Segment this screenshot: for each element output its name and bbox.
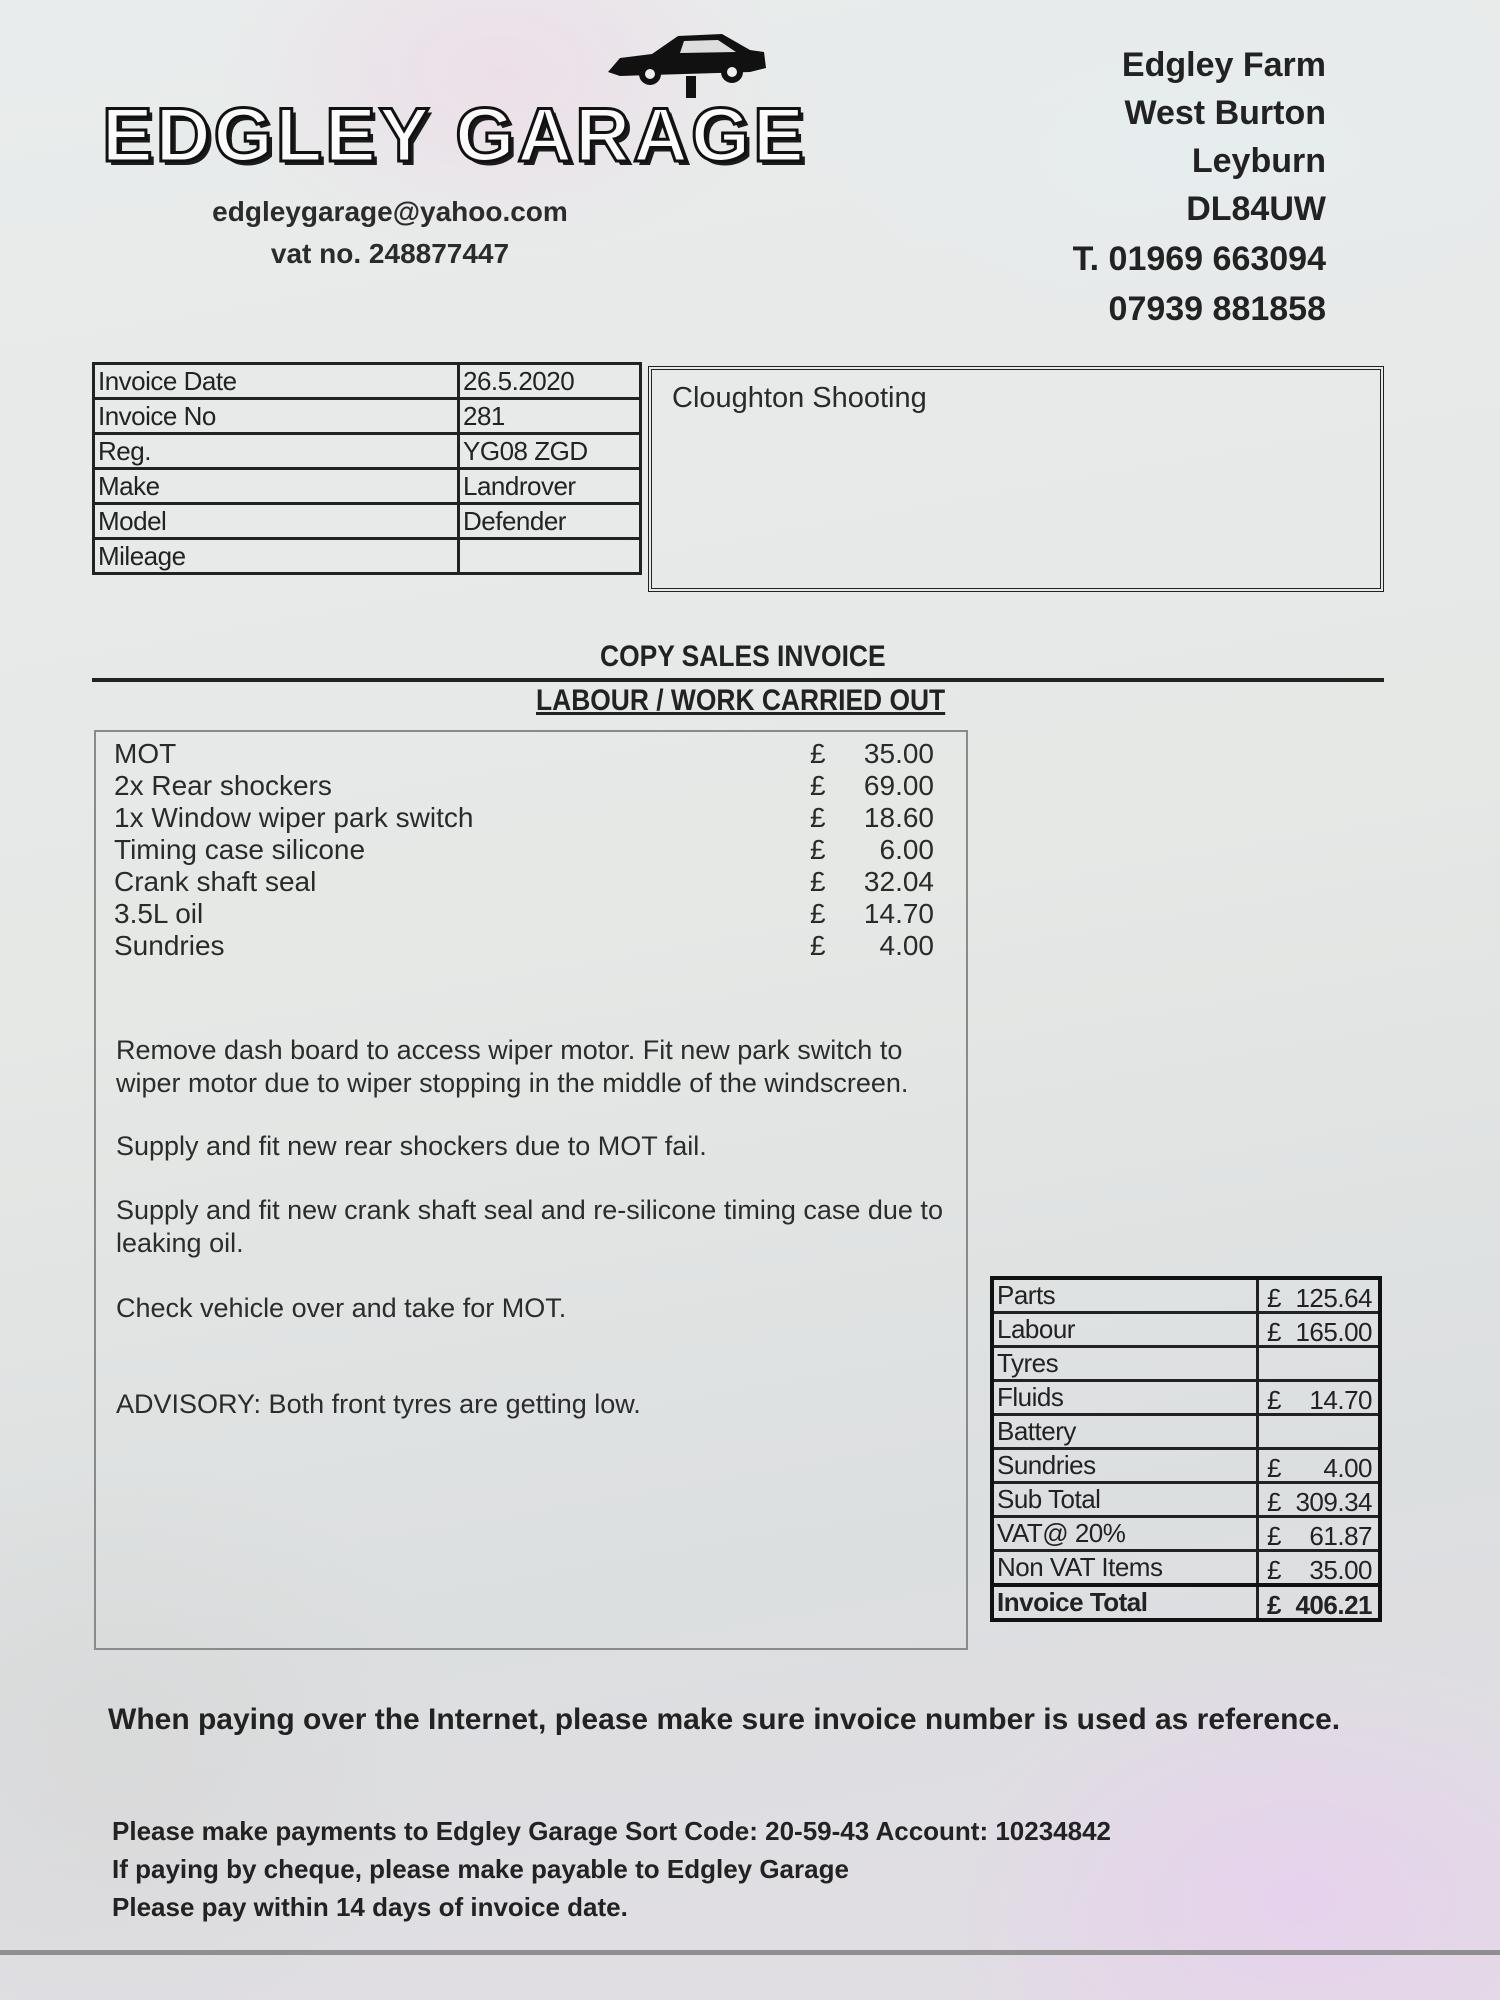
totals-row (992, 1517, 1380, 1551)
work-note: Check vehicle over and take for MOT. (116, 1293, 567, 1323)
line-item-amount: 14.70 (863, 898, 934, 929)
line-item (114, 834, 934, 866)
line-item (114, 898, 934, 930)
currency-symbol: £ (1267, 1453, 1281, 1483)
currency-symbol: £ (1267, 1590, 1281, 1620)
totals-label: Battery (992, 1415, 1258, 1449)
line-item-amount: 18.60 (863, 802, 934, 833)
details-label: Make (94, 469, 459, 504)
currency-symbol: £ (810, 866, 826, 897)
currency-symbol: £ (1267, 1487, 1281, 1517)
address-line: Edgley Farm (1121, 46, 1326, 84)
details-row (94, 539, 641, 574)
internet-payment-note: When paying over the Internet, please make sure invoice number is used as reference. (108, 1703, 1341, 1736)
totals-value-cell (1258, 1551, 1381, 1586)
line-item-amount: 6.00 (879, 834, 934, 865)
totals-label: VAT@ 20% (992, 1517, 1258, 1551)
details-label: Reg. (94, 434, 459, 469)
totals-label: Fluids (992, 1381, 1258, 1415)
line-item-amount: 32.04 (863, 866, 934, 897)
currency-symbol: £ (810, 898, 826, 929)
currency-symbol: £ (810, 930, 826, 961)
car-logo-icon (600, 28, 770, 98)
totals-label: Sundries (992, 1449, 1258, 1483)
copy-invoice-title: COPY SALES INVOICE (600, 640, 886, 673)
invoice-total-value: 406.21 (1295, 1590, 1372, 1620)
vat-number: vat no. 248877447 (270, 238, 510, 269)
payment-info-line: Please make payments to Edgley Garage Sort Code: 20-59-43 Account: 10234842 (112, 1816, 1112, 1846)
currency-symbol: £ (1267, 1385, 1281, 1415)
line-item-amount: 35.00 (863, 738, 934, 769)
line-item-desc: Timing case silicone (114, 834, 366, 865)
details-label: Model (94, 504, 459, 539)
currency-symbol: £ (810, 770, 826, 801)
phone-number: T. 01969 663094 (1072, 240, 1326, 278)
line-items-list (114, 738, 934, 962)
line-item (114, 802, 934, 834)
line-item-amount: 4.00 (879, 930, 934, 961)
totals-label: Non VAT Items (992, 1551, 1258, 1586)
totals-value: 14.70 (1309, 1385, 1372, 1415)
work-carried-out-box (94, 730, 968, 1650)
line-item (114, 866, 934, 898)
labour-title: LABOUR / WORK CARRIED OUT (536, 684, 946, 717)
totals-value-cell (1258, 1585, 1381, 1620)
details-label: Invoice Date (94, 364, 459, 399)
divider (92, 678, 1384, 682)
currency-symbol: £ (810, 802, 826, 833)
payment-info-line: If paying by cheque, please make payable to Edgley Garage (112, 1854, 849, 1884)
totals-row (992, 1483, 1380, 1517)
line-item (114, 738, 934, 770)
line-item-desc: 1x Window wiper park switch (114, 802, 474, 833)
totals-label: Tyres (992, 1347, 1258, 1381)
totals-value: 35.00 (1309, 1555, 1372, 1585)
line-item-amount: 69.00 (863, 770, 934, 801)
vehicle-details-table (92, 362, 642, 575)
currency-symbol: £ (1267, 1521, 1281, 1551)
totals-row (992, 1278, 1380, 1313)
totals-value-cell (1258, 1347, 1381, 1381)
payment-info-line: Please pay within 14 days of invoice date. (112, 1892, 628, 1922)
totals-value: 4.00 (1323, 1453, 1372, 1483)
details-value (459, 539, 641, 574)
currency-symbol: £ (1267, 1555, 1281, 1585)
details-row (94, 504, 641, 539)
currency-symbol: £ (1267, 1317, 1281, 1347)
totals-value: 165.00 (1295, 1317, 1372, 1347)
advisory-note: ADVISORY: Both front tyres are getting low. (116, 1389, 641, 1419)
details-value: 281 (459, 399, 641, 434)
line-item-desc: 3.5L oil (114, 898, 204, 929)
totals-value-cell (1258, 1278, 1381, 1313)
details-label: Mileage (94, 539, 459, 574)
address-line: West Burton (1124, 94, 1326, 132)
work-note: Remove dash board to access wiper motor. Fit new park switch to wiper motor due to wiper stopping in the middle of the windscreen. (116, 1035, 909, 1098)
details-row (94, 434, 641, 469)
address-line: Leyburn (1191, 142, 1326, 180)
currency-symbol: £ (810, 738, 826, 769)
currency-symbol: £ (1267, 1283, 1281, 1313)
totals-row (992, 1313, 1380, 1347)
bottom-divider (0, 1950, 1500, 1955)
totals-table (990, 1276, 1382, 1622)
details-row (94, 399, 641, 434)
totals-value-cell (1258, 1415, 1381, 1449)
garage-email: edgleygarage@yahoo.com (212, 196, 568, 227)
totals-value: 309.34 (1295, 1487, 1372, 1517)
totals-row (992, 1551, 1380, 1586)
currency-symbol: £ (810, 834, 826, 865)
details-row (94, 469, 641, 504)
line-item (114, 770, 934, 802)
customer-name: Cloughton Shooting (672, 382, 927, 414)
customer-box (648, 366, 1384, 592)
address-postcode: DL84UW (1186, 190, 1326, 228)
work-note: Supply and fit new rear shockers due to MOT fail. (116, 1131, 707, 1161)
totals-row (992, 1449, 1380, 1483)
totals-value-cell (1258, 1517, 1381, 1551)
totals-value-cell (1258, 1483, 1381, 1517)
details-label: Invoice No (94, 399, 459, 434)
totals-row (992, 1415, 1380, 1449)
totals-row (992, 1347, 1380, 1381)
details-value: 26.5.2020 (459, 364, 641, 399)
details-row (94, 364, 641, 399)
line-item (114, 930, 934, 962)
line-item-desc: MOT (114, 738, 177, 769)
totals-label: Invoice Total (992, 1585, 1258, 1620)
line-item-desc: 2x Rear shockers (114, 770, 332, 801)
totals-row (992, 1381, 1380, 1415)
totals-value-cell (1258, 1449, 1381, 1483)
mobile-number: 07939 881858 (1108, 290, 1326, 328)
totals-label: Sub Total (992, 1483, 1258, 1517)
totals-value-cell (1258, 1313, 1381, 1347)
details-value: YG08 ZGD (459, 434, 641, 469)
totals-value: 61.87 (1309, 1521, 1372, 1551)
totals-value-cell (1258, 1381, 1381, 1415)
line-item-desc: Crank shaft seal (114, 866, 317, 897)
work-note: Supply and fit new crank shaft seal and re-silicone timing case due to leaking oil. (116, 1195, 943, 1258)
totals-value: 125.64 (1295, 1283, 1372, 1313)
details-value: Landrover (459, 469, 641, 504)
line-item-desc: Sundries (114, 930, 225, 961)
details-value: Defender (459, 504, 641, 539)
invoice-total-row (992, 1585, 1380, 1620)
totals-label: Labour (992, 1313, 1258, 1347)
garage-logo: EDGLEY GARAGE (102, 93, 807, 178)
totals-label: Parts (992, 1278, 1258, 1313)
